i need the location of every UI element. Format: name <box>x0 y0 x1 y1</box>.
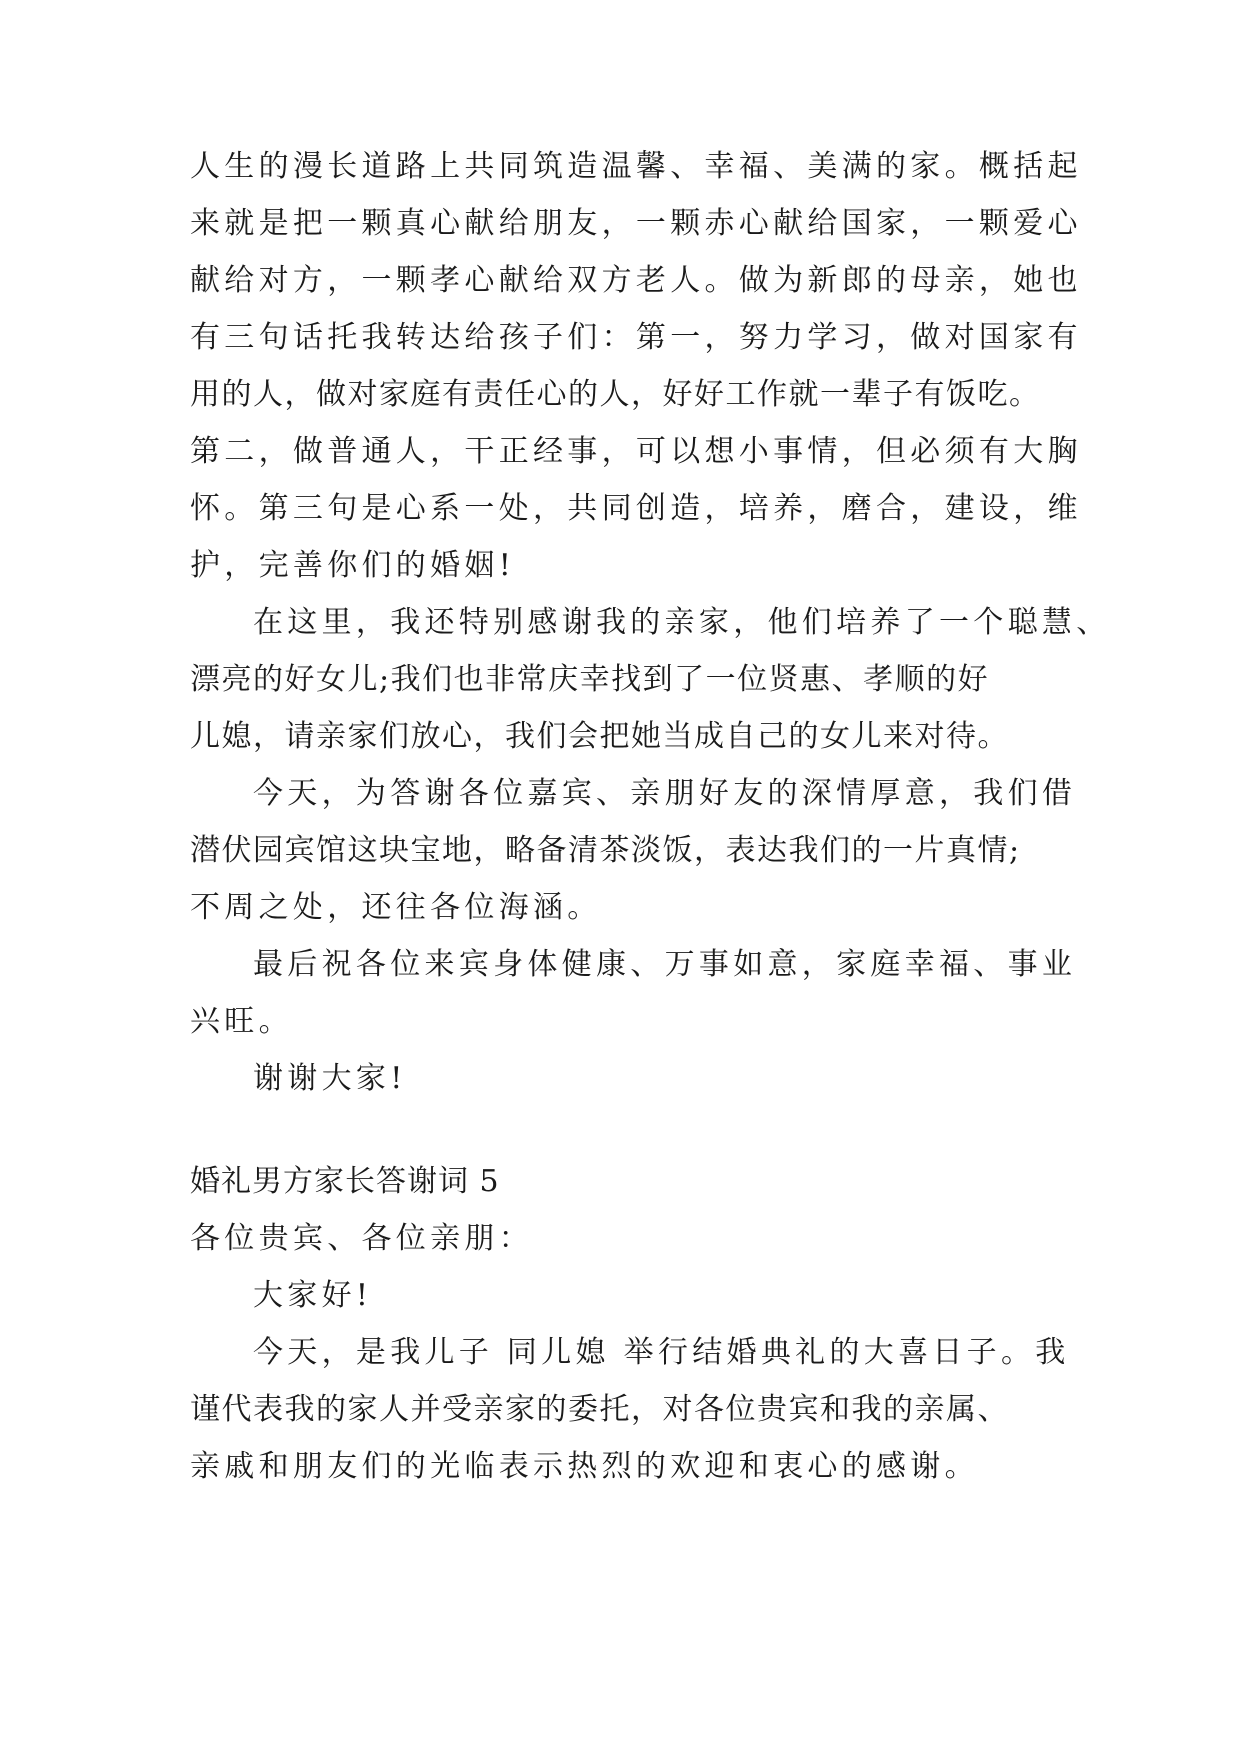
body-line: 亲戚和朋友们的光临表示热烈的欢迎和衷心的感谢。 <box>190 1449 979 1484</box>
greeting: 大家好! <box>253 1278 373 1313</box>
body-line: 不周之处，还往各位海涵。 <box>190 890 602 925</box>
salutation: 各位贵宾、各位亲朋： <box>190 1221 533 1256</box>
paragraph-first-line: 最后祝各位来宾身体健康、万事如意，家庭幸福、事业 <box>253 947 1077 982</box>
body-line: 来就是把一颗真心献给朋友，一颗赤心献给国家，一颗爱心 <box>190 206 1082 241</box>
paragraph-first-line: 在这里，我还特别感谢我的亲家，他们培养了一个聪慧、 <box>253 605 1111 640</box>
body-line: 第二，做普通人，干正经事，可以想小事情，但必须有大胸 <box>190 434 1082 469</box>
body-line: 怀。第三句是心系一处，共同创造，培养，磨合，建设，维 <box>190 491 1082 526</box>
body-line: 儿媳，请亲家们放心，我们会把她当成自己的女儿来对待。 <box>190 719 1009 754</box>
body-line: 谨代表我的家人并受亲家的委托，对各位贵宾和我的亲属、 <box>190 1392 1009 1427</box>
body-line: 用的人，做对家庭有责任心的人，好好工作就一辈子有饭吃。 <box>190 377 1041 412</box>
body-line: 有三句话托我转达给孩子们：第一，努力学习，做对国家有 <box>190 320 1082 355</box>
body-line: 兴旺。 <box>190 1004 293 1039</box>
paragraph-first-line: 今天，为答谢各位嘉宾、亲朋好友的深情厚意，我们借 <box>253 776 1077 811</box>
body-line: 护，完善你们的婚姻! <box>190 548 516 583</box>
body-line: 人生的漫长道路上共同筑造温馨、幸福、美满的家。概括起 <box>190 149 1082 184</box>
section-heading: 婚礼男方家长答谢词 5 <box>190 1164 500 1199</box>
paragraph-first-line: 今天，是我儿子 同儿媳 举行结婚典礼的大喜日子。我 <box>253 1335 1070 1370</box>
body-line: 潜伏园宾馆这块宝地，略备清茶淡饭，表达我们的一片真情; <box>190 833 1021 868</box>
body-line: 漂亮的好女儿;我们也非常庆幸找到了一位贤惠、孝顺的好 <box>190 662 990 697</box>
closing-line: 谢谢大家! <box>253 1061 407 1096</box>
body-line: 献给对方，一颗孝心献给双方老人。做为新郎的母亲，她也 <box>190 263 1082 298</box>
